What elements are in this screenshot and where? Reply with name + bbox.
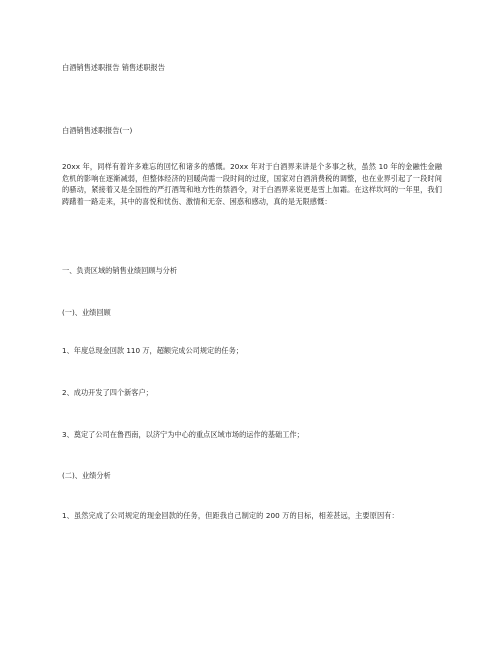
subheading-performance-review: (一)、业绩回顾 xyxy=(62,308,111,317)
list-item-regional-foundation: 3、奠定了公司在鲁西南，以济宁为中心的重点区域市场的运作的基础工作； xyxy=(62,430,304,439)
intro-paragraph: 20xx 年，同样有着许多难忘的回忆和诸多的感慨。20xx 年对于白酒界来讲是个多事之秋，虽然 10 年的金融性金融危机的影响在逐渐减弱，但整体经济的回暖尚需一段时间的过度，国家对白酒消费税的调整，也在业界引起了一段时间的骚动，紧接着又是全国性的严打酒驾和地方性的禁酒令，对于白酒界来说更是雪上加霜。在这样坎坷的一年里，我们踌躇着一路走来，其中的喜悦和忧伤、激情和无奈、困惑和感动，真的是无限感慨： xyxy=(62,162,442,206)
heading-sales-review: 一、负责区域的销售业绩回顾与分析 xyxy=(62,266,178,275)
list-item-cash-collection: 1、年度总现金回款 110 万，超额完成公司规定的任务； xyxy=(62,346,243,355)
analysis-paragraph: 1、虽然完成了公司规定的现金回款的任务，但距我自己制定的 200 万的目标，相差甚远，主要原因有： xyxy=(62,511,399,520)
section-title: 白酒销售述职报告(一) xyxy=(62,126,133,135)
list-item-new-customers: 2、成功开发了四个新客户； xyxy=(62,388,153,397)
subheading-performance-analysis: (二)、业绩分析 xyxy=(62,471,111,480)
document-header-title: 白酒销售述职报告 销售述职报告 xyxy=(62,63,165,72)
